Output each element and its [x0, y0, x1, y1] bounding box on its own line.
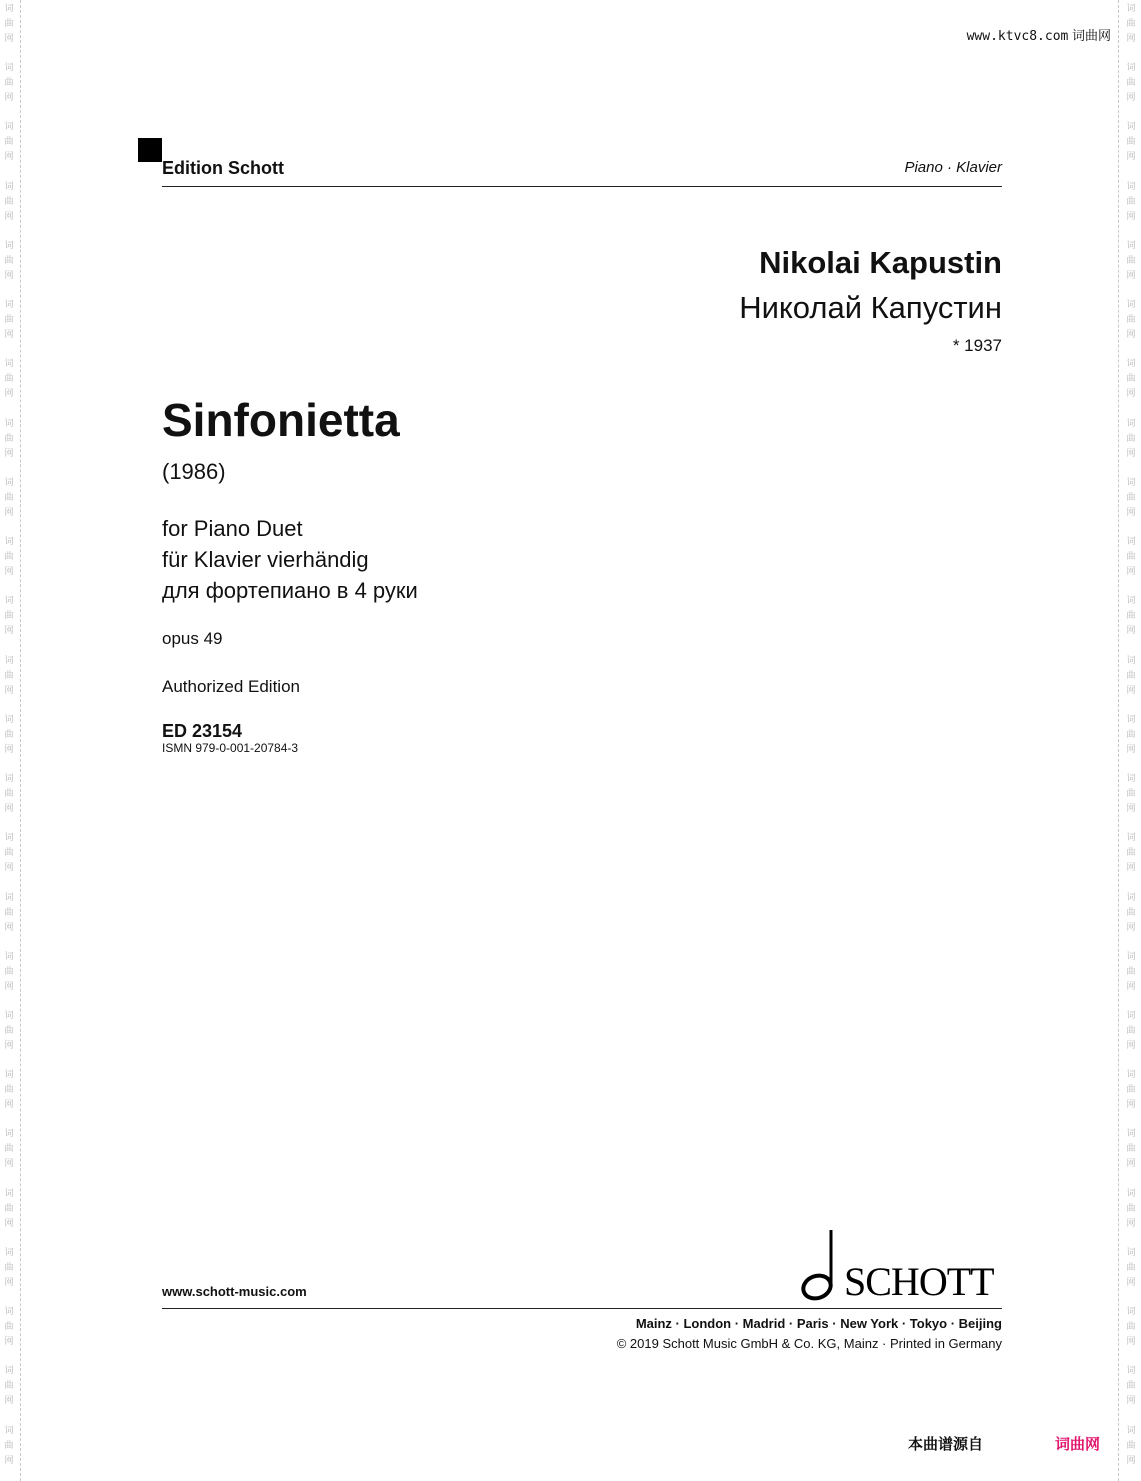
- watermark-glyph: 网: [4, 863, 14, 874]
- watermark-glyph-group: [4, 1422, 13, 1481]
- watermark-glyph: 词: [4, 240, 14, 251]
- watermark-glyph-group: [1126, 889, 1135, 948]
- watermark-glyph: 曲: [4, 492, 14, 503]
- watermark-glyph-group: [1126, 0, 1135, 59]
- watermark-glyph: 词: [4, 1010, 14, 1021]
- watermark-glyph: 词: [4, 1129, 14, 1140]
- watermark-glyph: 网: [1126, 448, 1136, 459]
- watermark-glyph: 词: [4, 122, 14, 133]
- watermark-glyph: 网: [1126, 1100, 1136, 1111]
- watermark-glyph: 网: [4, 270, 14, 281]
- watermark-glyph: 网: [4, 1337, 14, 1348]
- watermark-glyph: 曲: [1126, 1025, 1136, 1036]
- watermark-glyph: 网: [4, 1159, 14, 1170]
- watermark-glyph: 网: [1126, 93, 1136, 104]
- watermark-glyph: 网: [1126, 1337, 1136, 1348]
- watermark-glyph: 曲: [1126, 670, 1136, 681]
- watermark-glyph: 词: [1126, 359, 1136, 370]
- watermark-glyph: 曲: [4, 789, 14, 800]
- watermark-glyph-group: [4, 178, 13, 237]
- logo-wordmark: SCHOTT: [844, 1259, 994, 1304]
- watermark-glyph: 网: [4, 152, 14, 163]
- watermark-glyph: 曲: [4, 1440, 14, 1451]
- watermark-glyph: 网: [1126, 270, 1136, 281]
- watermark-glyph: 曲: [1126, 1085, 1136, 1096]
- watermark-glyph: 曲: [1126, 1144, 1136, 1155]
- watermark-glyph-group: [1126, 1362, 1135, 1421]
- watermark-glyph: 曲: [4, 729, 14, 740]
- watermark-glyph-group: [1126, 1185, 1135, 1244]
- watermark-glyph-group: [4, 652, 13, 711]
- watermark-glyph: 曲: [1126, 552, 1136, 563]
- watermark-glyph-group: [1126, 1244, 1135, 1303]
- watermark-glyph: 曲: [1126, 1262, 1136, 1273]
- watermark-glyph: 网: [4, 1277, 14, 1288]
- watermark-glyph: 词: [1126, 122, 1136, 133]
- watermark-glyph: 曲: [4, 1322, 14, 1333]
- watermark-glyph: 词: [4, 418, 14, 429]
- watermark-glyph: 曲: [1126, 433, 1136, 444]
- watermark-glyph: 网: [1126, 1040, 1136, 1051]
- watermark-glyph: 曲: [1126, 492, 1136, 503]
- watermark-glyph: 网: [4, 626, 14, 637]
- watermark-glyph: 曲: [4, 1203, 14, 1214]
- watermark-glyph: 词: [4, 537, 14, 548]
- watermark-glyph: 词: [1126, 1247, 1136, 1258]
- watermark-site-brand: 词曲网: [1071, 28, 1111, 43]
- watermark-brand-link[interactable]: 词曲网: [1055, 1436, 1101, 1453]
- watermark-glyph: 曲: [4, 1381, 14, 1392]
- watermark-glyph: 网: [4, 981, 14, 992]
- watermark-glyph: 词: [1126, 1070, 1136, 1081]
- watermark-glyph-group: [1126, 1066, 1135, 1125]
- watermark-glyph: 曲: [4, 78, 14, 89]
- watermark-glyph: 词: [4, 181, 14, 192]
- watermark-glyph: 网: [4, 211, 14, 222]
- watermark-glyph: 词: [1126, 4, 1136, 14]
- watermark-glyph: 网: [4, 685, 14, 696]
- watermark-glyph-group: [1126, 474, 1135, 533]
- watermark-glyph: 词: [1126, 1366, 1136, 1377]
- watermark-glyph: 曲: [1126, 848, 1136, 859]
- watermark-glyph: 网: [4, 507, 14, 518]
- watermark-glyph-group: [4, 355, 13, 414]
- watermark-glyph: 网: [1126, 1159, 1136, 1170]
- watermark-glyph-group: [1126, 1422, 1135, 1481]
- watermark-glyph-group: [1126, 948, 1135, 1007]
- watermark-glyph: 曲: [4, 19, 14, 29]
- work-year: (1986): [162, 459, 226, 484]
- watermark-glyph: 词: [1126, 1129, 1136, 1140]
- watermark-glyph-group: [4, 415, 13, 474]
- watermark-glyph: 网: [1126, 507, 1136, 518]
- watermark-glyph: 网: [1126, 981, 1136, 992]
- watermark-glyph: 曲: [1126, 1381, 1136, 1392]
- watermark-glyph: 曲: [4, 552, 14, 563]
- watermark-glyph-group: [4, 1066, 13, 1125]
- watermark-glyph: 曲: [1126, 907, 1136, 918]
- watermark-glyph: 曲: [4, 966, 14, 977]
- watermark-glyph: 词: [4, 714, 14, 725]
- watermark-glyph: 网: [1126, 567, 1136, 578]
- watermark-glyph: 词: [4, 1188, 14, 1199]
- watermark-glyph: 曲: [1126, 611, 1136, 622]
- watermark-glyph-group: [4, 1244, 13, 1303]
- watermark-glyph-group: [1126, 296, 1135, 355]
- watermark-glyph: 词: [1126, 477, 1136, 488]
- watermark-glyph: 网: [1126, 1455, 1136, 1466]
- watermark-glyph: 词: [4, 892, 14, 903]
- watermark-glyph: 网: [1126, 863, 1136, 874]
- watermark-glyph: 曲: [4, 848, 14, 859]
- watermark-glyph-group: [1126, 711, 1135, 770]
- edition-label: Edition Schott: [162, 158, 284, 178]
- watermark-glyph-group: [1126, 533, 1135, 592]
- watermark-glyph: 词: [1126, 655, 1136, 666]
- watermark-glyph: 词: [4, 359, 14, 370]
- watermark-glyph-group: [1126, 118, 1135, 177]
- watermark-glyph-group: [4, 1185, 13, 1244]
- watermark-glyph: 曲: [4, 433, 14, 444]
- watermark-glyph-group: [4, 711, 13, 770]
- watermark-glyph: 网: [4, 93, 14, 104]
- watermark-glyph: 词: [4, 477, 14, 488]
- watermark-glyph: 词: [1126, 714, 1136, 725]
- watermark-glyph: 曲: [1126, 255, 1136, 266]
- watermark-glyph: 词: [1126, 1188, 1136, 1199]
- watermark-glyph: 词: [4, 300, 14, 311]
- watermark-glyph-group: [1126, 1303, 1135, 1362]
- watermark-glyph: 曲: [4, 374, 14, 385]
- watermark-glyph-group: [1126, 1007, 1135, 1066]
- watermark-glyph-group: [4, 1362, 13, 1421]
- watermark-glyph: 词: [4, 1307, 14, 1318]
- composer-name-latin: Nikolai Kapustin: [759, 245, 1002, 280]
- watermark-glyph: 网: [1126, 211, 1136, 222]
- watermark-glyph: 网: [1126, 922, 1136, 933]
- watermark-glyph-group: [1126, 355, 1135, 414]
- watermark-glyph: 网: [1126, 152, 1136, 163]
- watermark-glyph: 词: [1126, 951, 1136, 962]
- watermark-glyph: 词: [4, 1366, 14, 1377]
- watermark-glyph-group: [4, 829, 13, 888]
- watermark-glyph: 曲: [4, 1144, 14, 1155]
- watermark-glyph: 网: [1126, 1218, 1136, 1229]
- instrumentation-english: for Piano Duet: [162, 516, 303, 541]
- left-dashed-border: [20, 0, 21, 1481]
- edition-note: Authorized Edition: [162, 677, 300, 696]
- watermark-glyph: 曲: [4, 196, 14, 207]
- watermark-glyph: 网: [1126, 626, 1136, 637]
- watermark-glyph-group: [4, 0, 13, 59]
- watermark-glyph: 曲: [1126, 789, 1136, 800]
- watermark-glyph: 词: [4, 1070, 14, 1081]
- watermark-glyph: 曲: [1126, 966, 1136, 977]
- publisher-cities: Mainz · London · Madrid · Paris · New York · Tokyo · Beijing: [635, 1316, 1002, 1331]
- watermark-glyph: 词: [4, 4, 14, 14]
- header-rule: [162, 186, 1002, 187]
- composer-name-cyrillic: Николай Капустин: [739, 290, 1002, 325]
- watermark-glyph-group: [4, 592, 13, 651]
- ed-number: ED 23154: [162, 721, 243, 741]
- instrument-label: Piano · Klavier: [904, 159, 1002, 176]
- watermark-site-header: [967, 25, 1111, 44]
- watermark-glyph: 词: [1126, 1307, 1136, 1318]
- watermark-glyph-group: [4, 474, 13, 533]
- watermark-glyph-group: [1126, 178, 1135, 237]
- right-watermark-strip: [1122, 0, 1140, 1481]
- watermark-glyph: 网: [1126, 330, 1136, 341]
- watermark-glyph-group: [4, 889, 13, 948]
- watermark-glyph: 网: [1126, 34, 1136, 44]
- watermark-glyph-group: [1126, 770, 1135, 829]
- edition-mark-square: [138, 138, 162, 162]
- watermark-glyph: 词: [4, 774, 14, 785]
- watermark-glyph: 网: [4, 1218, 14, 1229]
- watermark-glyph: 网: [4, 922, 14, 933]
- watermark-site-url[interactable]: www.ktvc8.com: [966, 29, 1069, 44]
- watermark-glyph-group: [1126, 415, 1135, 474]
- watermark-glyph: 曲: [1126, 1203, 1136, 1214]
- watermark-glyph: 词: [1126, 774, 1136, 785]
- instrumentation-german: für Klavier vierhändig: [162, 547, 369, 572]
- watermark-glyph: 曲: [1126, 78, 1136, 89]
- ismn-number: ISMN 979-0-001-20784-3: [162, 741, 299, 755]
- watermark-glyph-group: [4, 1007, 13, 1066]
- watermark-glyph: 网: [4, 448, 14, 459]
- watermark-glyph: 词: [4, 951, 14, 962]
- instrumentation-russian: для фортепиано в 4 руки: [162, 578, 418, 603]
- watermark-glyph-group: [4, 237, 13, 296]
- watermark-glyph: 词: [4, 1247, 14, 1258]
- watermark-glyph: 曲: [4, 137, 14, 148]
- watermark-glyph: 曲: [4, 255, 14, 266]
- watermark-glyph: 词: [1126, 833, 1136, 844]
- watermark-glyph: 网: [4, 1100, 14, 1111]
- watermark-glyph: 曲: [4, 1262, 14, 1273]
- watermark-glyph: 词: [1126, 181, 1136, 192]
- watermark-glyph: 词: [1126, 892, 1136, 903]
- watermark-glyph: 曲: [1126, 19, 1136, 29]
- watermark-glyph: 曲: [4, 611, 14, 622]
- watermark-glyph: 词: [1126, 63, 1136, 74]
- watermark-glyph: 词: [4, 596, 14, 607]
- schott-logo: [800, 1228, 1005, 1304]
- watermark-glyph-group: [4, 770, 13, 829]
- watermark-glyph: 曲: [1126, 729, 1136, 740]
- watermark-glyph: 词: [1126, 418, 1136, 429]
- watermark-glyph: 曲: [4, 670, 14, 681]
- watermark-glyph: 曲: [4, 1025, 14, 1036]
- watermark-glyph-group: [1126, 1125, 1135, 1184]
- work-title: Sinfonietta: [162, 394, 400, 446]
- watermark-glyph-group: [4, 59, 13, 118]
- watermark-glyph: 词: [1126, 537, 1136, 548]
- watermark-glyph: 曲: [4, 1085, 14, 1096]
- watermark-glyph: 曲: [1126, 315, 1136, 326]
- watermark-glyph: 词: [1126, 240, 1136, 251]
- watermark-glyph: 网: [4, 744, 14, 755]
- watermark-glyph: 网: [1126, 685, 1136, 696]
- watermark-glyph-group: [4, 1125, 13, 1184]
- half-note-icon: [800, 1228, 844, 1302]
- watermark-glyph: 网: [4, 1455, 14, 1466]
- watermark-glyph: 曲: [4, 315, 14, 326]
- watermark-glyph: 词: [1126, 596, 1136, 607]
- watermark-glyph: 网: [4, 330, 14, 341]
- watermark-glyph: 网: [4, 34, 14, 44]
- watermark-glyph: 词: [1126, 300, 1136, 311]
- watermark-glyph: 曲: [1126, 1440, 1136, 1451]
- watermark-glyph-group: [1126, 829, 1135, 888]
- watermark-glyph: 网: [1126, 389, 1136, 400]
- watermark-glyph-group: [4, 533, 13, 592]
- right-dashed-border: [1118, 0, 1119, 1481]
- publisher-website[interactable]: www.schott-music.com: [162, 1284, 307, 1299]
- watermark-glyph: 词: [4, 833, 14, 844]
- watermark-glyph-group: [1126, 237, 1135, 296]
- watermark-glyph: 网: [4, 389, 14, 400]
- watermark-glyph: 曲: [4, 907, 14, 918]
- watermark-glyph: 网: [1126, 1396, 1136, 1407]
- watermark-glyph: 词: [4, 63, 14, 74]
- watermark-glyph: 曲: [1126, 1322, 1136, 1333]
- watermark-glyph: 网: [4, 804, 14, 815]
- opus-number: opus 49: [162, 629, 223, 648]
- watermark-glyph: 曲: [1126, 137, 1136, 148]
- watermark-glyph-group: [4, 118, 13, 177]
- left-watermark-strip: [0, 0, 18, 1481]
- composer-birth-year: * 1937: [952, 336, 1002, 355]
- watermark-glyph-group: [4, 1303, 13, 1362]
- watermark-glyph: 词: [4, 655, 14, 666]
- watermark-glyph: 网: [1126, 804, 1136, 815]
- footer-rule: [162, 1308, 1002, 1309]
- watermark-glyph-group: [1126, 652, 1135, 711]
- watermark-glyph: 词: [1126, 1010, 1136, 1021]
- watermark-source-label: 本曲谱源自: [908, 1436, 984, 1453]
- watermark-glyph: 曲: [1126, 374, 1136, 385]
- copyright-notice: © 2019 Schott Music GmbH & Co. KG, Mainz · Printed in Germany: [616, 1336, 1002, 1351]
- watermark-glyph: 网: [4, 1040, 14, 1051]
- watermark-glyph-group: [1126, 59, 1135, 118]
- watermark-glyph-group: [4, 948, 13, 1007]
- watermark-glyph: 网: [4, 567, 14, 578]
- watermark-glyph: 网: [1126, 744, 1136, 755]
- watermark-glyph: 曲: [1126, 196, 1136, 207]
- watermark-glyph: 网: [4, 1396, 14, 1407]
- watermark-glyph-group: [4, 296, 13, 355]
- watermark-glyph: 词: [1126, 1425, 1136, 1436]
- watermark-glyph: 词: [4, 1425, 14, 1436]
- watermark-glyph-group: [1126, 592, 1135, 651]
- watermark-glyph: 网: [1126, 1277, 1136, 1288]
